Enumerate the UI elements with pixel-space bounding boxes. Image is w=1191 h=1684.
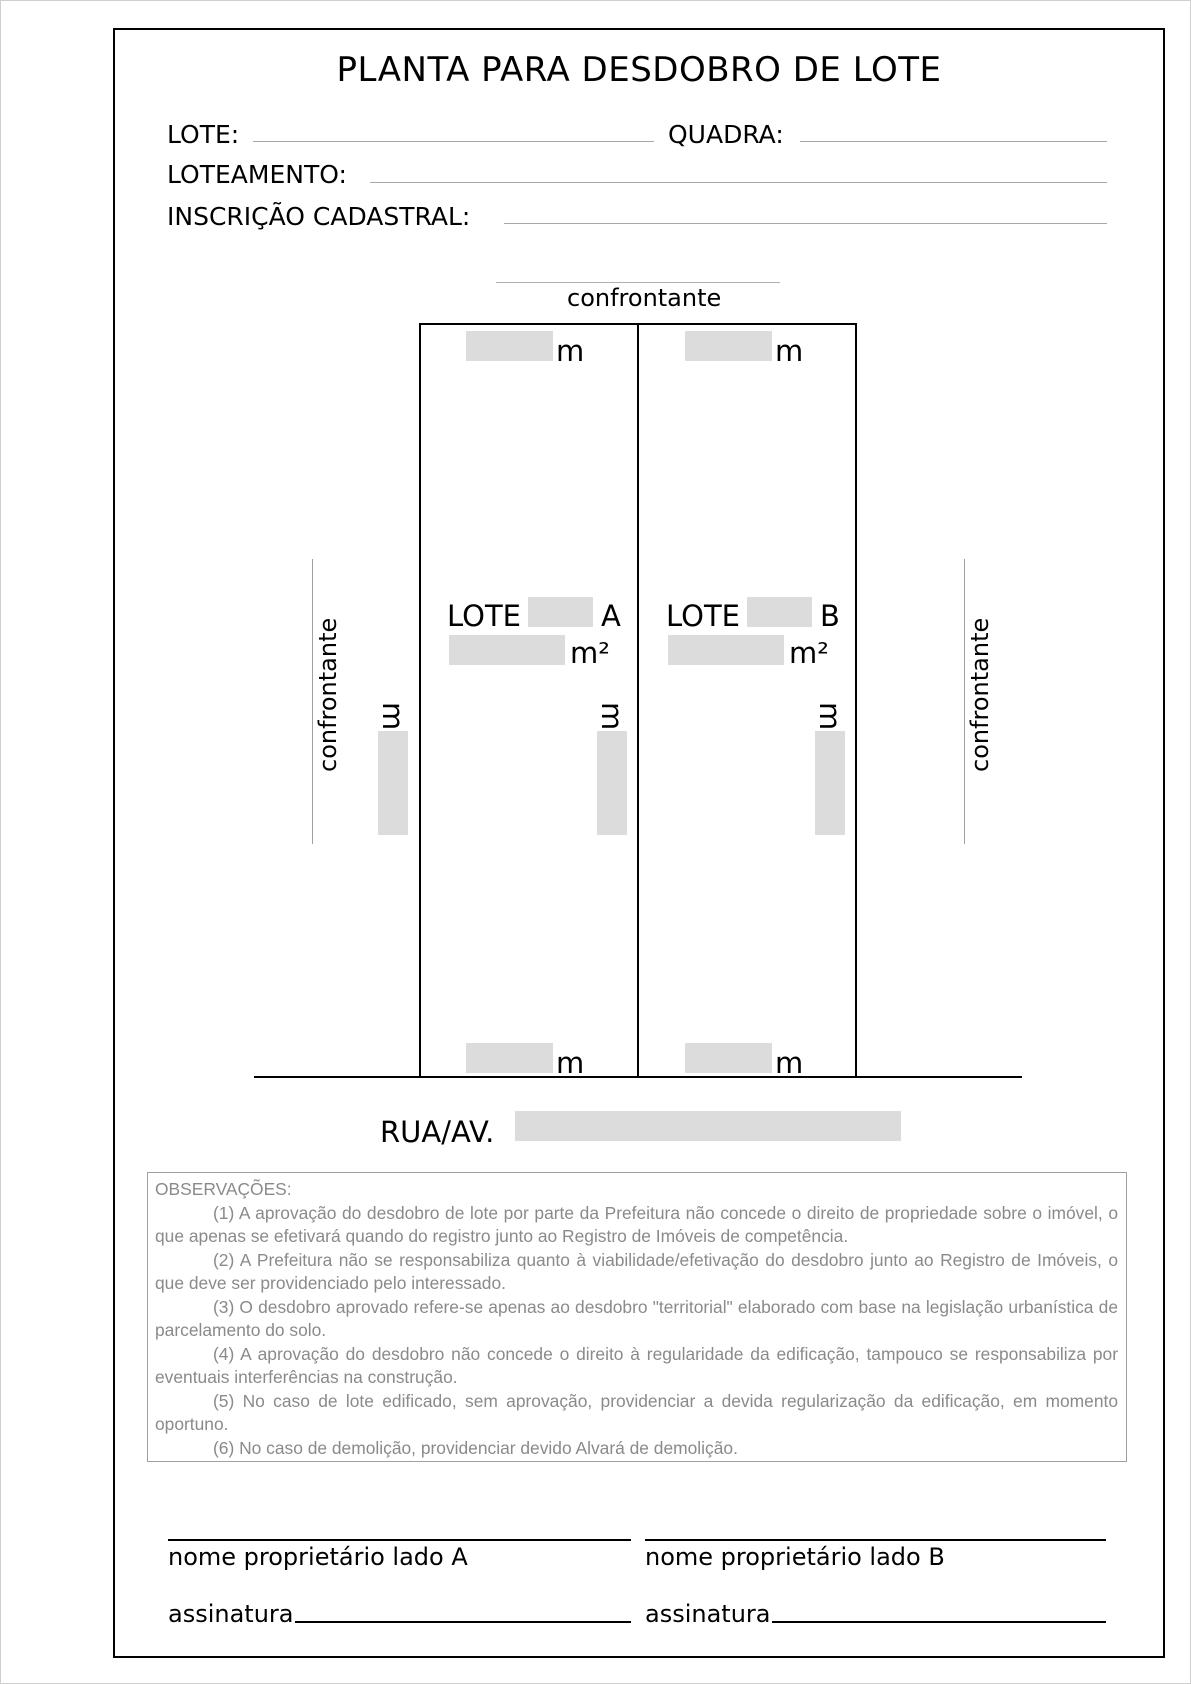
signature-b-line[interactable] bbox=[772, 1621, 1106, 1623]
owner-a-name-line[interactable] bbox=[168, 1539, 631, 1541]
lot-a-left-side-dimension[interactable] bbox=[378, 731, 408, 835]
loteamento-field[interactable] bbox=[370, 182, 1107, 183]
owner-b-name-line[interactable] bbox=[645, 1539, 1106, 1541]
observation-item: (3) O desdobro aprovado refere-se apenas ao desdobro "territorial" elaborado com base na legislação urbanística de parcelamento do solo. bbox=[155, 1296, 1118, 1340]
street-name-field[interactable] bbox=[515, 1111, 901, 1141]
unit-m: m bbox=[556, 334, 585, 368]
lote-field[interactable] bbox=[253, 141, 654, 142]
confrontante-top-label: confrontante bbox=[567, 284, 722, 312]
lot-b-letter: B bbox=[820, 599, 840, 633]
loteamento-label: LOTEAMENTO: bbox=[167, 160, 347, 189]
street-line bbox=[254, 1076, 1022, 1078]
lot-b-lote-word: LOTE bbox=[666, 599, 740, 633]
observation-item: (1) A aprovação do desdobro de lote por parte da Prefeitura não concede o direito de propriedade sobre o imóvel, o que apenas se efetivará quando do registro junto ao Registro de Imóveis de competência. bbox=[155, 1202, 1118, 1246]
unit-m: m bbox=[775, 334, 804, 368]
signature-a-label: assinatura bbox=[168, 1600, 294, 1628]
lot-a-lote-word: LOTE bbox=[447, 599, 521, 633]
lote-label: LOTE: bbox=[167, 120, 240, 149]
observation-item: (4) A aprovação do desdobro não concede o direito à regularidade da edificação, tampouco se responsabiliza por eventuais interferências na construção. bbox=[155, 1343, 1118, 1387]
inscricao-label: INSCRIÇÃO CADASTRAL: bbox=[167, 202, 471, 231]
lot-divider bbox=[637, 323, 639, 1078]
confrontante-top-line[interactable] bbox=[496, 282, 780, 283]
lot-a-left-border bbox=[419, 323, 421, 1078]
lot-a-area-field[interactable] bbox=[449, 635, 565, 665]
quadra-label: QUADRA: bbox=[668, 120, 784, 149]
observations-box bbox=[147, 1172, 1127, 1462]
unit-m: m bbox=[775, 1046, 804, 1080]
confrontante-left-label: confrontante bbox=[314, 617, 342, 772]
observation-item: (6) No caso de demolição, providenciar devido Alvará de demolição. bbox=[213, 1437, 738, 1458]
unit-m2: m² bbox=[789, 636, 829, 670]
lot-a-front-bottom-dimension[interactable] bbox=[466, 1043, 553, 1073]
quadra-field[interactable] bbox=[800, 141, 1107, 142]
confrontante-left-line[interactable] bbox=[312, 559, 313, 844]
lot-b-right-border bbox=[855, 323, 857, 1078]
form-title: PLANTA PARA DESDOBRO DE LOTE bbox=[336, 50, 942, 90]
unit-m: m bbox=[556, 1046, 585, 1080]
lot-b-front-top-dimension[interactable] bbox=[685, 331, 772, 361]
observations-heading: OBSERVAÇÕES: bbox=[155, 1179, 292, 1199]
signature-a-line[interactable] bbox=[295, 1621, 631, 1623]
unit-m2: m² bbox=[570, 636, 610, 670]
owner-a-label: nome proprietário lado A bbox=[168, 1543, 468, 1571]
lot-b-area-field[interactable] bbox=[668, 635, 784, 665]
observation-item: (2) A Prefeitura não se responsabiliza quanto à viabilidade/efetivação do desdobro junto ao Registro de Imóveis, o que deve ser providenciado pelo interessado. bbox=[155, 1249, 1118, 1293]
lot-b-right-side-dimension[interactable] bbox=[815, 731, 845, 835]
unit-m: m bbox=[376, 702, 410, 731]
lot-a-front-top-dimension[interactable] bbox=[466, 331, 553, 361]
street-label: RUA/AV. bbox=[380, 1115, 495, 1149]
unit-m: m bbox=[813, 702, 847, 731]
lot-a-number-field[interactable] bbox=[528, 597, 593, 627]
owner-b-label: nome proprietário lado B bbox=[645, 1543, 945, 1571]
inscricao-field[interactable] bbox=[504, 223, 1107, 224]
observation-item: (5) No caso de lote edificado, sem aprovação, providenciar a devida regularização da edificação, em momento oportuno. bbox=[155, 1390, 1118, 1434]
unit-m: m bbox=[595, 702, 629, 731]
lot-b-front-bottom-dimension[interactable] bbox=[685, 1043, 772, 1073]
lot-b-number-field[interactable] bbox=[747, 597, 812, 627]
lot-a-right-side-dimension[interactable] bbox=[597, 731, 627, 835]
confrontante-right-line[interactable] bbox=[964, 559, 965, 844]
confrontante-right-label: confrontante bbox=[966, 617, 994, 772]
signature-b-label: assinatura bbox=[645, 1600, 771, 1628]
lot-a-letter: A bbox=[601, 599, 621, 633]
